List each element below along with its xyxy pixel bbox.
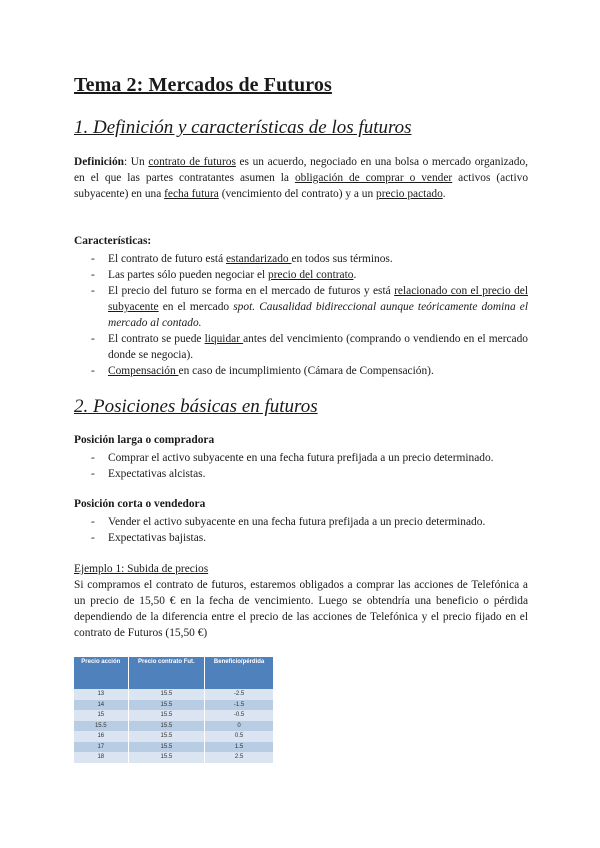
table-cell: 2.5 [205,752,274,763]
list-bullet: - [91,532,95,544]
list-item-text: spot. Causalidad bidireccional aunque teóricamente domina el mercado al contado. [108,301,528,329]
list-bullet: - [91,468,95,480]
table-header: Beneficio/pérdida [205,657,274,689]
list-item-text: El precio del futuro se forma en el mercado de futuros y está [108,285,395,297]
definition-underline: obligación de comprar o vender [294,172,453,184]
table-cell: 14 [74,700,128,711]
table-cell: 1.5 [205,742,274,753]
list-bullet: - [91,365,95,377]
list-item-text: El contrato se puede [108,333,205,345]
list-item-text: El contrato de futuro está [108,253,226,265]
list-bullet: - [91,253,95,265]
list-item [74,251,528,267]
characteristics-list [74,251,528,379]
long-position-label: Posición larga o compradora [74,434,215,446]
table-row [74,700,274,711]
list-item [74,331,528,363]
table-cell: -0.5 [205,710,274,721]
list-bullet: - [91,285,95,297]
definition-underline: fecha futura [164,188,219,200]
table-row [74,752,274,763]
list-item-text: en caso de incumplimiento (Cámara de Compensación). [178,365,434,377]
list-item-text: liquidar [204,333,244,345]
table-row [74,689,274,700]
list-item [74,514,528,530]
table-row [74,731,274,742]
table-cell: 15.5 [128,731,205,742]
list-item-text: . [353,269,357,281]
definition-text: es un acuerdo, negociado en una bolsa o mercado organizado, en el que las partes contratantes asumen la [74,156,528,184]
table-cell: 15.5 [128,710,205,721]
long-position-list [74,450,528,482]
list-item [74,267,528,283]
table-cell: 15.5 [128,752,205,763]
table-cell: 15.5 [74,721,128,732]
section-2-heading: 2. Posiciones básicas en futuros [74,396,318,417]
definition-underline: precio pactado [376,188,443,200]
list-bullet: - [91,452,95,464]
table-cell: -1.5 [205,700,274,711]
table-header: Precio acción [74,657,128,689]
definition-text: (vencimiento del contrato) y a un [218,188,377,200]
list-bullet: - [91,269,95,281]
table-cell: 15.5 [128,689,205,700]
table-header: Precio contrato Fut. [128,657,205,689]
list-item [74,530,528,546]
list-item-text: antes del vencimiento (comprando o vendiendo en el mercado donde se negocia). [108,333,528,361]
list-item-text: en el mercado [158,301,234,313]
table-cell: -2.5 [205,689,274,700]
table-cell: 15.5 [128,700,205,711]
table-cell: 16 [74,731,128,742]
definition-underline: contrato de futuros [148,156,236,168]
definition-paragraph [74,154,528,202]
table-cell: 15.5 [128,721,205,732]
table-row [74,742,274,753]
futures-table [74,657,274,763]
list-item-text: Vender el activo subyacente en una fecha futura prefijada a un precio determinado. [108,516,486,528]
table-cell: 15.5 [128,742,205,753]
definition-text: activos (activo subyacente) en una [74,172,529,200]
page-title: Tema 2: Mercados de Futuros [74,74,332,96]
example-paragraph: Si compramos el contrato de futuros, estaremos obligados a comprar las acciones de Telefónica a un precio de 15,50 € en la fecha de vencimiento. Luego se obtendría una beneficio o pérdida dependiendo de la diferencia entre el precio de las acciones de Telefónica y el precio fijado en el contrato de Futuros (15,50 €) [74,579,528,639]
list-item [74,363,528,379]
list-item-text: Compensación [108,365,179,377]
list-item-text: Comprar el activo subyacente en una fecha futura prefijada a un precio determinado. [108,452,494,464]
short-position-list [74,514,528,546]
list-item [74,450,528,466]
list-item-text: estandarizado [225,253,292,265]
definition-label: Definición [74,156,124,168]
definition-text: . [442,188,446,200]
characteristics-label: Características: [74,235,152,247]
table-cell: 17 [74,742,128,753]
short-position-label: Posición corta o vendedora [74,498,206,510]
table-cell: 18 [74,752,128,763]
list-item-text: Las partes sólo pueden negociar el [108,269,269,281]
table-row [74,721,274,732]
table-cell: 13 [74,689,128,700]
list-item [74,466,528,482]
list-item [74,283,528,331]
table-cell: 0.5 [205,731,274,742]
list-item-text: Expectativas bajistas. [108,532,207,544]
list-bullet: - [91,516,95,528]
list-bullet: - [91,333,95,345]
table-row [74,710,274,721]
section-1-heading: 1. Definición y características de los futuros [74,117,412,138]
list-item-text: Expectativas alcistas. [108,468,206,480]
list-item-text: en todos sus términos. [291,253,393,265]
table-cell: 15 [74,710,128,721]
table-cell: 0 [205,721,274,732]
definition-text: : Un [124,156,149,168]
list-item-text: relacionado con el precio del subyacente [108,285,529,313]
example-label: Ejemplo 1: Subida de precios [74,563,209,575]
list-item-text: precio del contrato [268,269,354,281]
